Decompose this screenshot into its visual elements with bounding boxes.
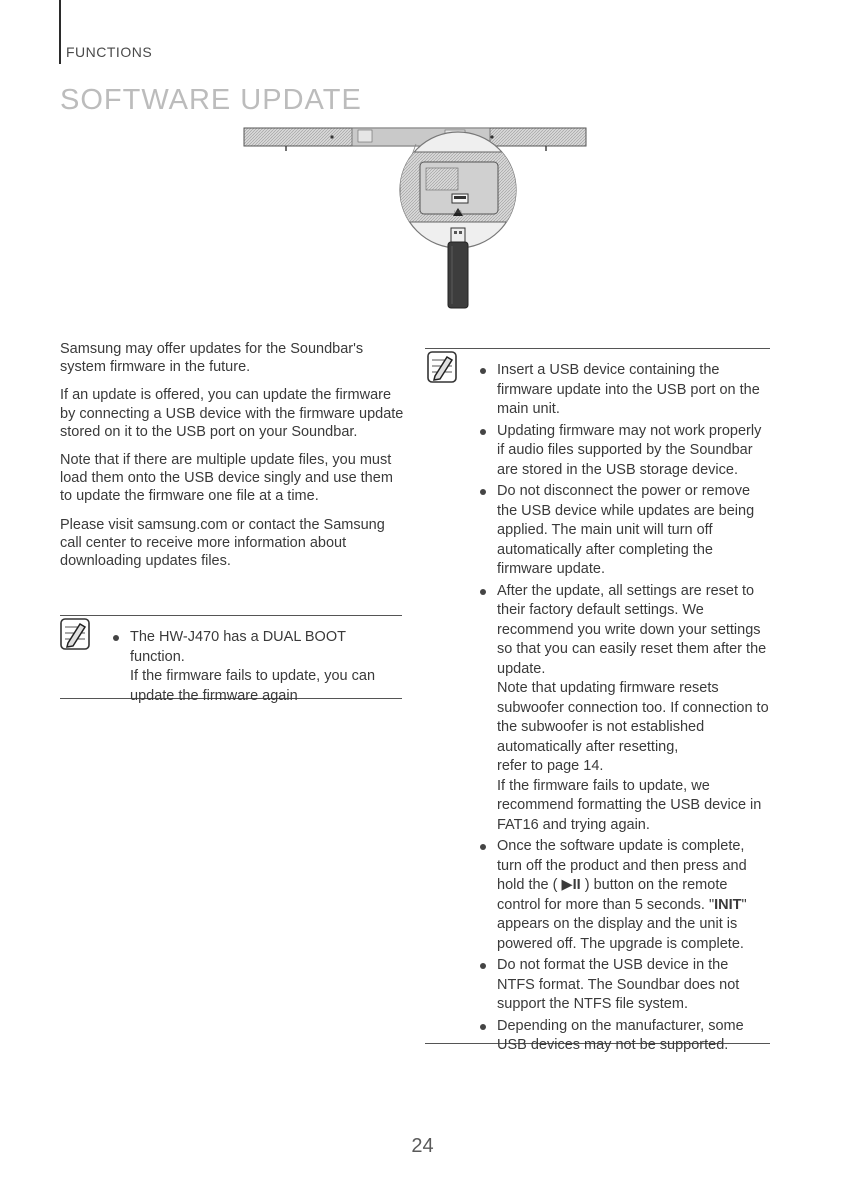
play-pause-icon: ▶II bbox=[561, 877, 581, 893]
usb-stick bbox=[448, 242, 468, 308]
note-item bbox=[475, 582, 770, 836]
note-text: " appears on the display and the unit is powered off. The upgrade is complete. bbox=[497, 896, 747, 952]
usb-label: USB bbox=[454, 210, 462, 214]
intro-text bbox=[60, 340, 405, 580]
note-box-left bbox=[60, 615, 402, 704]
note-text: The HW-J470 has a DUAL BOOT function. bbox=[130, 629, 346, 665]
note-pencil-icon bbox=[427, 351, 457, 383]
intro-paragraph: Please visit samsung.com or contact the Samsung call center to receive more information about downloading updates files. bbox=[60, 516, 385, 570]
note-item: Depending on the manufacturer, some USB devices may not be supported. bbox=[475, 1017, 770, 1056]
note-list-right bbox=[475, 361, 770, 1058]
intro-paragraph: If an update is offered, you can update the firmware by connecting a USB device with the firmware update stored on it to the USB port on your Soundbar. bbox=[60, 387, 404, 440]
note-text: If the firmware fails to update, you can update the firmware again bbox=[130, 668, 376, 704]
note-item: Do not disconnect the power or remove the USB device while updates are being applied. The main unit will turn off automatically after completing the firmware update. bbox=[475, 482, 770, 580]
page-reference: refer to page 14. bbox=[497, 758, 604, 774]
note-list-left bbox=[108, 628, 400, 708]
note-text: ) button on the remote control for more than 5 seconds. " bbox=[497, 877, 728, 913]
page-title: SOFTWARE UPDATE bbox=[60, 84, 362, 116]
note-text: Note that updating firmware resets subwoofer connection too. If connection to the subwoofer is not established automatically after resetting, bbox=[497, 680, 769, 755]
note-item: Do not format the USB device in the NTFS format. The Soundbar does not support the NTFS file system. bbox=[475, 956, 770, 1015]
note-item: Insert a USB device containing the firmware update into the USB port on the main unit. bbox=[475, 361, 770, 420]
intro-paragraph: Samsung may offer updates for the Soundbar's system firmware in the future. bbox=[60, 341, 364, 376]
note-text: Once the software update is complete, turn off the product and then press and hold the ( bbox=[497, 838, 747, 893]
note-box-right bbox=[425, 348, 770, 1053]
note-item bbox=[108, 628, 400, 706]
page-number: 24 bbox=[411, 1135, 434, 1157]
note-text: If the firmware fails to update, we recommend formatting the USB device in FAT16 and trying again. bbox=[497, 777, 762, 833]
note-item bbox=[475, 837, 770, 954]
header-bar bbox=[59, 0, 61, 64]
note-pencil-icon bbox=[60, 618, 90, 650]
soundbar-usb-illustration bbox=[240, 124, 590, 314]
section-label: FUNCTIONS bbox=[66, 44, 153, 60]
intro-paragraph: Note that if there are multiple update files, you must load them onto the USB device singly and use them to update the firmware one file at a time. bbox=[60, 452, 393, 505]
note-text: After the update, all settings are reset to their factory default settings. We recommend you write down your settings so that you can easily reset them after the update. bbox=[497, 582, 767, 677]
usb-connector bbox=[451, 228, 465, 242]
init-display-text: INIT bbox=[714, 896, 742, 913]
note-item: Updating firmware may not work properly if audio files supported by the Soundbar are stored in the USB storage device. bbox=[475, 422, 770, 481]
